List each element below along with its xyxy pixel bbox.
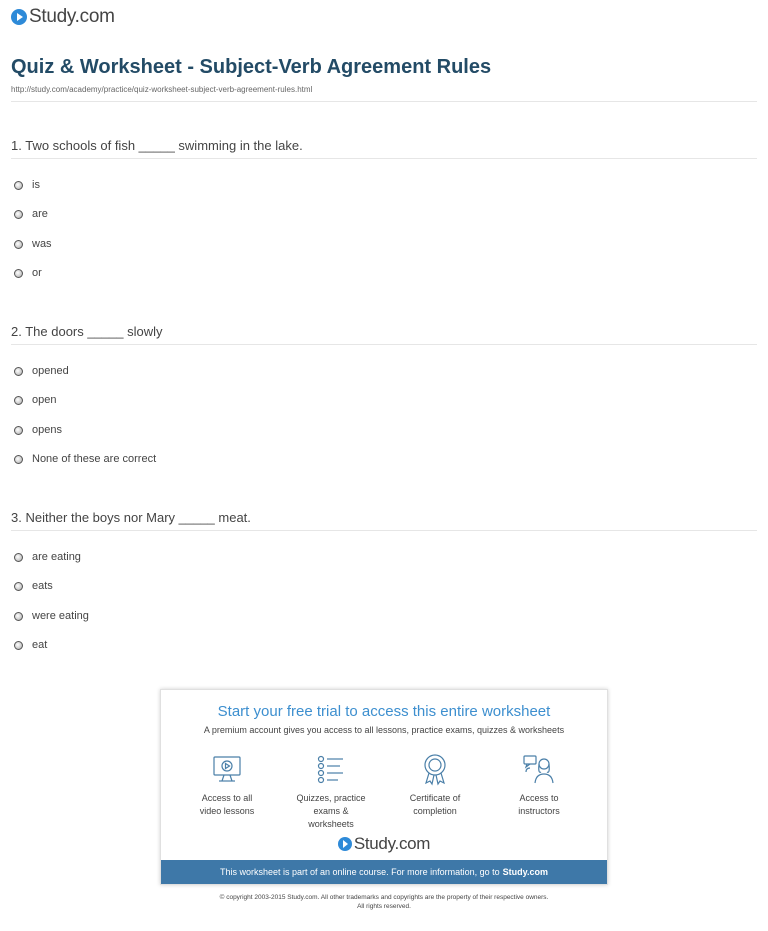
divider (11, 530, 757, 531)
option-label: are (32, 208, 48, 220)
certificate-icon (418, 752, 452, 786)
radio-icon[interactable] (14, 641, 23, 650)
copyright (0, 893, 768, 911)
option-1b[interactable] (14, 208, 48, 220)
promo-bar-text: This worksheet is part of an online course. For more information, go to (220, 867, 500, 877)
promo-logo[interactable] (161, 834, 607, 854)
quiz-list-icon (314, 752, 348, 786)
page-url: http://study.com/academy/practice/quiz-worksheet-subject-verb-agreement-rules.html (11, 85, 313, 94)
feature-line: Access to (519, 793, 559, 803)
feature-line: Quizzes, practice (296, 793, 366, 803)
divider (11, 101, 757, 102)
option-1a[interactable] (14, 179, 40, 191)
feature-certificate (395, 752, 475, 818)
feature-line: Access to all (201, 793, 253, 803)
feature-line: exams & worksheets (308, 806, 354, 829)
radio-icon[interactable] (14, 455, 23, 464)
radio-icon[interactable] (14, 240, 23, 249)
video-lesson-icon (210, 752, 244, 786)
feature-instructors (499, 752, 579, 818)
feature-line: instructors (518, 806, 560, 816)
feature-quizzes (291, 752, 371, 831)
promo-title[interactable]: Start your free trial to access this entire worksheet (217, 703, 551, 720)
divider (11, 344, 757, 345)
option-1c[interactable] (14, 238, 52, 250)
option-3b[interactable] (14, 580, 53, 592)
option-label: eats (32, 580, 53, 592)
brand-name: Study.com (29, 6, 115, 27)
brand-logo[interactable] (11, 6, 115, 28)
play-circle-icon (11, 9, 27, 25)
divider (11, 158, 757, 159)
option-label: None of these are correct (32, 453, 157, 465)
option-label: eat (32, 639, 48, 651)
option-2d[interactable] (14, 453, 156, 465)
feature-line: video lessons (199, 806, 255, 816)
radio-icon[interactable] (14, 181, 23, 190)
radio-icon[interactable] (14, 367, 23, 376)
option-label: opened (32, 365, 69, 377)
radio-icon[interactable] (14, 426, 23, 435)
option-label: or (32, 267, 42, 279)
option-2a[interactable] (14, 365, 69, 377)
radio-icon[interactable] (14, 553, 23, 562)
promo-info-bar (161, 860, 607, 884)
free-trial-promo (160, 689, 608, 885)
copyright-line: All rights reserved. (357, 903, 411, 910)
radio-icon[interactable] (14, 396, 23, 405)
option-label: are eating (32, 551, 81, 563)
promo-bar-link[interactable]: Study.com (502, 867, 548, 877)
option-label: is (32, 179, 40, 191)
feature-line: Certificate of (409, 793, 461, 803)
option-2c[interactable] (14, 424, 62, 436)
feature-video-lessons (187, 752, 267, 818)
instructors-icon (522, 752, 556, 786)
radio-icon[interactable] (14, 210, 23, 219)
radio-icon[interactable] (14, 582, 23, 591)
option-3a[interactable] (14, 551, 81, 563)
question-3: 3. Neither the boys nor Mary _____ meat. (11, 510, 251, 525)
promo-logo-text: Study.com (353, 834, 431, 853)
play-circle-icon (338, 837, 352, 851)
copyright-line: © copyright 2003-2015 Study.com. All other trademarks and copyrights are the property of their respective owners. (219, 894, 549, 901)
radio-icon[interactable] (14, 269, 23, 278)
option-label: was (32, 238, 52, 250)
option-3c[interactable] (14, 610, 89, 622)
promo-subtitle: A premium account gives you access to all lessons, practice exams, quizzes & worksheets (203, 725, 565, 735)
question-1: 1. Two schools of fish _____ swimming in the lake. (11, 138, 303, 153)
question-2: 2. The doors _____ slowly (11, 324, 163, 339)
radio-icon[interactable] (14, 612, 23, 621)
option-label: opens (32, 424, 62, 436)
option-label: open (32, 394, 57, 406)
option-3d[interactable] (14, 639, 47, 651)
page-title: Quiz & Worksheet - Subject-Verb Agreement Rules (11, 56, 492, 78)
option-label: were eating (32, 610, 89, 622)
option-1d[interactable] (14, 267, 42, 279)
option-2b[interactable] (14, 394, 56, 406)
feature-line: completion (413, 806, 457, 816)
